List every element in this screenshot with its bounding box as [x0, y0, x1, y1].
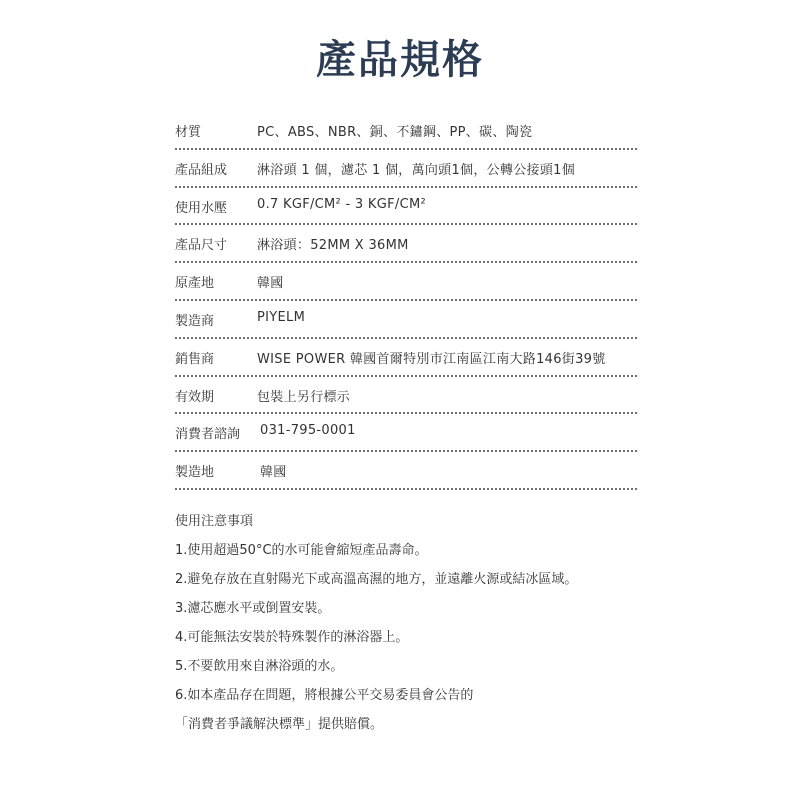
spec-value: 韓國	[260, 465, 287, 481]
note-line: 「消費者爭議解決標準」提供賠償。	[175, 717, 384, 732]
page-title: 產品規格	[316, 37, 484, 83]
spec-row-origin	[175, 263, 637, 301]
spec-row-size	[175, 225, 637, 263]
spec-label: 消費者諮詢	[175, 427, 241, 443]
spec-row-manufacturer	[175, 301, 637, 339]
note-line: 2.避免存放在直射陽光下或高溫高濕的地方，並遠離火源或結冰區域。	[175, 572, 578, 587]
spec-label: 使用水壓	[175, 200, 228, 216]
spec-row-seller	[175, 339, 637, 377]
spec-label: 製造商	[175, 313, 215, 329]
spec-label: 產品尺寸	[175, 238, 228, 254]
spec-label: 產品組成	[175, 162, 228, 178]
spec-label: 材質	[175, 125, 202, 140]
spec-row-expiry	[175, 377, 637, 415]
spec-value: PC、ABS、NBR、銅、不鏽鋼、PP、碳、陶瓷	[257, 125, 533, 140]
spec-value: 包裝上另行標示	[257, 389, 351, 405]
usage-notes	[175, 510, 635, 745]
spec-label: 製造地	[175, 465, 215, 481]
spec-row-water-pressure	[175, 188, 637, 226]
spec-value: 韓國	[257, 276, 284, 292]
note-line: 4.可能無法安裝於特殊製作的淋浴器上。	[175, 630, 409, 645]
note-line: 1.使用超過50°C的水可能會縮短產品壽命。	[175, 543, 428, 558]
spec-label: 銷售商	[175, 351, 215, 367]
spec-value: PIYELM	[257, 309, 306, 325]
spec-row-place-of-manufacture	[175, 452, 637, 490]
note-line: 6.如本產品存在問題，將根據公平交易委員會公告的	[175, 688, 474, 703]
spec-value: 0.7 KGF/CM² - 3 KGF/CM²	[257, 196, 426, 212]
spec-value: 淋浴頭 1 個，濾芯 1 個，萬向頭1個，公轉公接頭1個	[257, 162, 576, 178]
note-line: 5.不要飲用來自淋浴頭的水。	[175, 659, 344, 674]
spec-row-consumer-inquiry	[175, 414, 637, 452]
spec-value: WISE POWER 韓國首爾特別市江南區江南大路146街39號	[257, 351, 606, 367]
spec-table	[175, 112, 637, 490]
spec-label: 原產地	[175, 276, 215, 292]
notes-title: 使用注意事項	[175, 514, 254, 529]
spec-value: 淋浴頭：52MM X 36MM	[257, 238, 409, 254]
spec-label: 有效期	[175, 389, 215, 405]
spec-row-material	[175, 112, 637, 150]
spec-row-components	[175, 150, 637, 188]
spec-value: 031-795-0001	[260, 423, 356, 439]
note-line: 3.濾芯應水平或倒置安裝。	[175, 601, 331, 616]
